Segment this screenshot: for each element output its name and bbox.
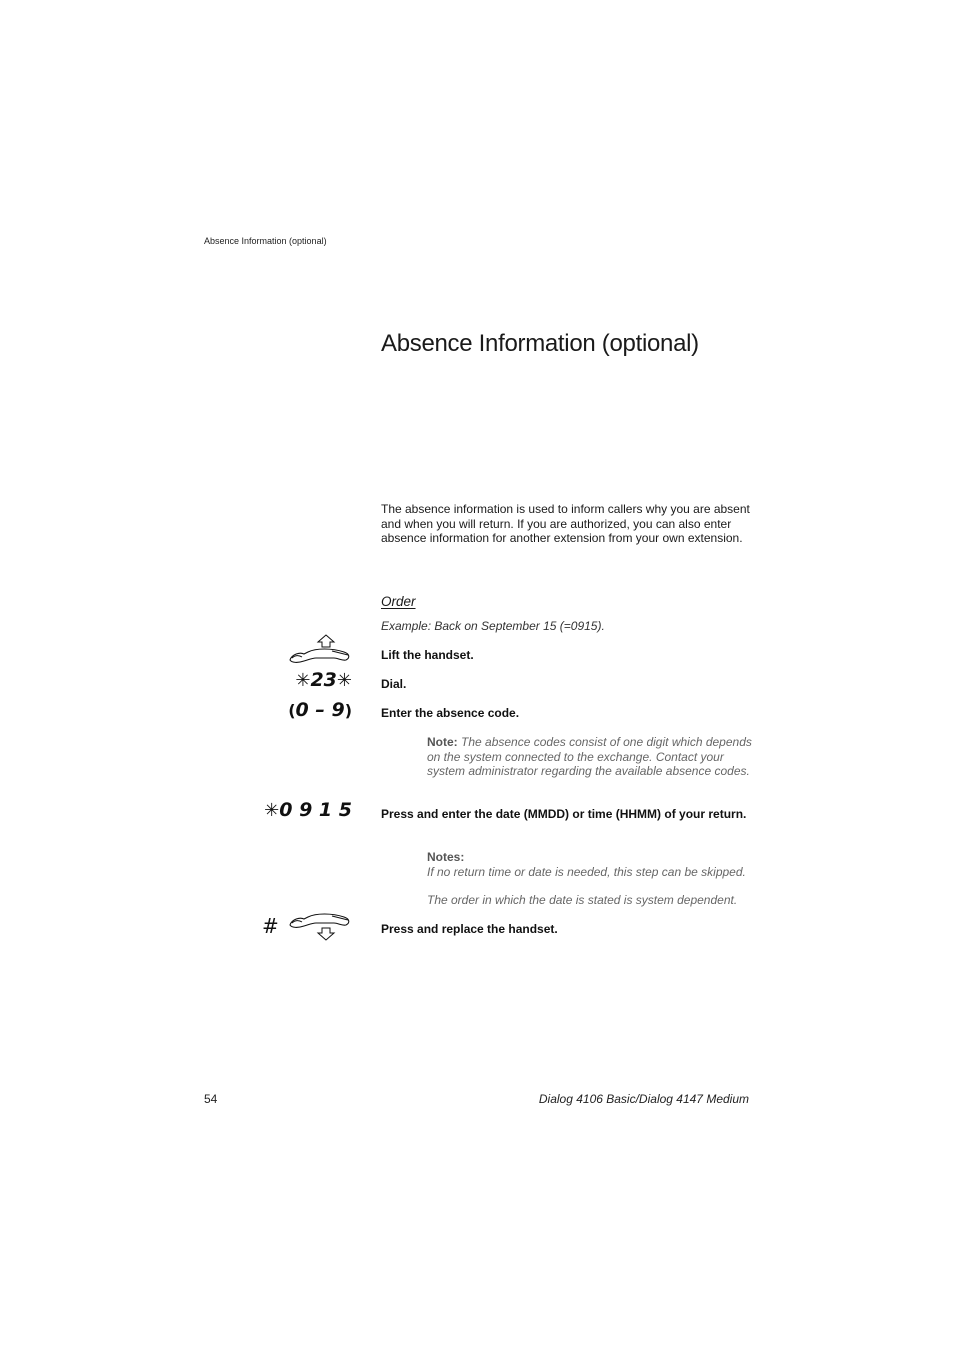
handset-lift-icon [286, 634, 352, 664]
page-number: 54 [204, 1092, 218, 1106]
note-text: The absence codes consist of one digit which depends on the system connected to the exchange. Contact your system administrator regarding the available absence codes. [427, 735, 752, 779]
absence-code-range: (0 – 9) [288, 699, 352, 721]
document-title: Dialog 4106 Basic/Dialog 4147 Medium [538, 1092, 749, 1106]
notes-text-2: The order in which the date is stated is system dependent. [427, 893, 738, 907]
dial-code-digits: 23 [310, 669, 337, 691]
notes-block [427, 850, 757, 879]
step-dial: Dial. [381, 677, 407, 691]
note-absence-codes [427, 735, 757, 779]
notes-label: Notes: [427, 850, 465, 864]
step-enter-absence-code: Enter the absence code. [381, 706, 520, 720]
star-key-icon: ✳ [336, 670, 352, 691]
hash-key-icon: # [262, 914, 279, 938]
date-code-digits: 0 9 1 5 [279, 799, 352, 821]
note-label: Note: [427, 735, 458, 749]
page-title: Absence Information (optional) [381, 330, 699, 357]
star-key-icon: ✳ [264, 800, 280, 821]
absence-code-digits: 0 – 9 [295, 699, 345, 721]
handset-replace-icon [286, 913, 352, 941]
star-key-icon: ✳ [295, 670, 311, 691]
step-lift-handset: Lift the handset. [381, 648, 474, 662]
step-enter-date: Press and enter the date (MMDD) or time (HHMM) of your return. [381, 807, 747, 821]
intro-paragraph: The absence information is used to inform callers why you are absent and when you will return. If you are authorized, you can also enter absence information for another extension from your own extension. [381, 502, 750, 546]
date-code-0915 [240, 799, 352, 821]
example-text: Example: Back on September 15 (=0915). [381, 619, 605, 633]
dial-code-23 [260, 669, 352, 691]
notes-text-1: If no return time or date is needed, this step can be skipped. [427, 864, 746, 879]
order-heading: Order [381, 594, 416, 609]
step-replace-handset: Press and replace the handset. [381, 922, 558, 936]
running-header: Absence Information (optional) [204, 236, 327, 246]
